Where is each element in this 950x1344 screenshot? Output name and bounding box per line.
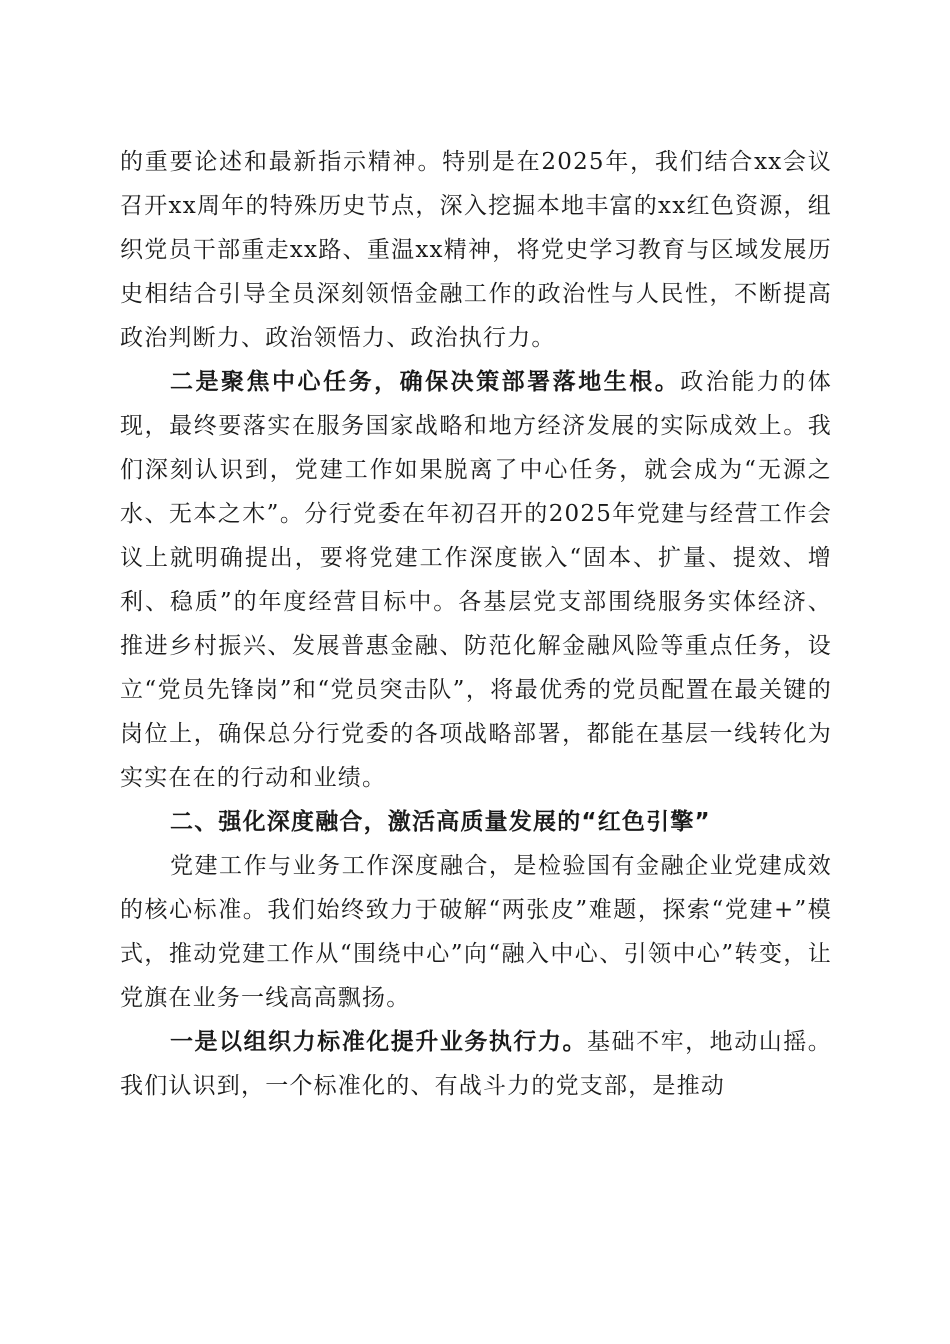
document-body bbox=[120, 140, 832, 1108]
paragraph-text: 党建工作与业务工作深度融合，是检验国有金融企业党建成效的核心标准。我们始终致力于破解“两张皮”难题，探索“党建+”模式，推动党建工作从“围绕中心”向“融入中心、引领中心”转变，让党旗在业务一线高高飘扬。 bbox=[120, 853, 832, 1011]
paragraph-continuation bbox=[120, 140, 832, 360]
paragraph-lead-sentence: 二是聚焦中心任务，确保决策部署落地生根。 bbox=[170, 369, 681, 395]
paragraph-text: 基础不牢，地动山摇。我们认识到，一个标准化的、有战斗力的党支部，是推动 bbox=[120, 1029, 833, 1099]
paragraph-text: 政治能力的体现，最终要落实在服务国家战略和地方经济发展的实际成效上。我们深刻认识到，党建工作如果脱离了中心任务，就会成为“无源之水、无本之木”。分行党委在年初召开的2025年党建与经营工作会议上就明确提出，要将党建工作深度嵌入“固本、扩量、提效、增利、稳质”的年度经营目标中。各基层党支部围绕服务实体经济、推进乡村振兴、发展普惠金融、防范化解金融风险等重点任务，设立“党员先锋岗”和“党员突击队”，将最优秀的党员配置在最关键的岗位上，确保总分行党委的各项战略部署，都能在基层一线转化为实实在在的行动和业绩。 bbox=[120, 369, 833, 791]
paragraph-organizational-standardization bbox=[120, 1020, 832, 1108]
section-heading: 二、强化深度融合，激活高质量发展的“红色引擎” bbox=[170, 809, 711, 835]
paragraph-text: 的重要论述和最新指示精神。特别是在2025年，我们结合xx会议召开xx周年的特殊历史节点，深入挖掘本地丰富的xx红色资源，组织党员干部重走xx路、重温xx精神，将党史学习教育与区域发展历史相结合引导全员深刻领悟金融工作的政治性与人民性，不断提高政治判断力、政治领悟力、政治执行力。 bbox=[120, 149, 832, 351]
paragraph-focus-central-tasks bbox=[120, 360, 832, 800]
paragraph-deep-integration bbox=[120, 844, 832, 1020]
paragraph-lead-sentence: 一是以组织力标准化提升业务执行力。 bbox=[170, 1029, 588, 1055]
